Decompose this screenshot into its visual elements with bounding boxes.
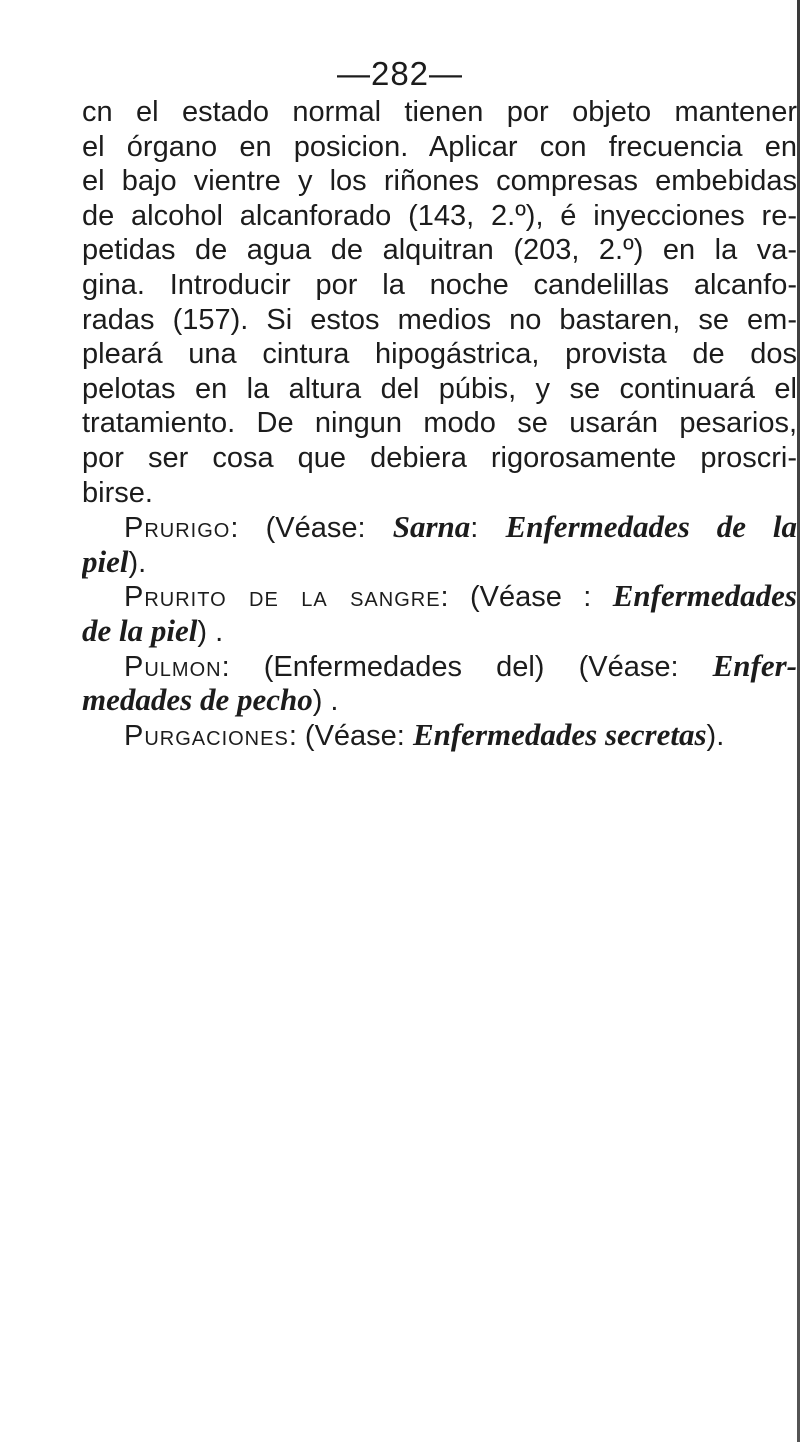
text-line: de alcohol alcanforado (143, 2.º), é inyecciones re- bbox=[82, 199, 797, 232]
cross-reference: Enfer- bbox=[712, 648, 797, 683]
entry-pulmon-continuation: medades de pecho) . bbox=[82, 683, 339, 718]
text-line: pleará una cintura hipogástrica, provista de dos bbox=[82, 338, 797, 371]
cross-reference: Enfermedades de la bbox=[505, 510, 797, 545]
entry-prurito-continuation: de la piel) . bbox=[82, 613, 224, 648]
text-line: gina. Introducir por la noche candelillas alcanfo- bbox=[82, 268, 797, 301]
cross-reference: piel bbox=[82, 544, 129, 579]
text-line: por ser cosa que debiera rigorosamente proscri- bbox=[82, 441, 797, 474]
text-line: tratamiento. De ningun modo se usarán pesarios, bbox=[82, 407, 797, 440]
text-line: birse. bbox=[82, 476, 153, 509]
text-line: petidas de agua de alquitran (203, 2.º) en la va- bbox=[82, 234, 797, 267]
cross-reference: medades de pecho bbox=[82, 683, 313, 718]
text-line: pelotas en la altura del púbis, y se continuará el bbox=[82, 372, 797, 405]
entry-headword: Prurito de la sangre bbox=[124, 581, 441, 614]
entry-headword: Purgaciones bbox=[124, 719, 289, 752]
text-line: el órgano en posicion. Aplicar con frecuencia en bbox=[82, 130, 797, 163]
cross-reference: Enfermedades secretas bbox=[412, 717, 707, 752]
entry-purgaciones: Purgaciones: (Véase: Enfermedades secretas). bbox=[124, 717, 725, 752]
page-body-text bbox=[82, 95, 797, 752]
cross-reference: de la piel bbox=[82, 613, 198, 648]
cross-reference: Sarna bbox=[392, 510, 471, 545]
entry-prurito: Prurito de la sangre: (Véase : Enfermedades bbox=[124, 579, 797, 614]
page-number: —282— bbox=[336, 55, 464, 92]
entry-headword: Pulmon bbox=[124, 650, 222, 683]
entry-pulmon: Pulmon: (Enfermedades del) (Véase: Enfer- bbox=[124, 648, 797, 683]
entry-prurigo-continuation: piel). bbox=[82, 544, 147, 579]
text-line: el bajo vientre y los riñones compresas embebidas bbox=[82, 165, 797, 198]
cross-reference: Enfermedades bbox=[612, 579, 797, 614]
text-line: cn el estado normal tienen por objeto mantener bbox=[82, 96, 797, 128]
entry-prurigo: Prurigo: (Véase: Sarna: Enfermedades de la bbox=[124, 510, 797, 545]
entry-headword: Prurigo bbox=[124, 512, 231, 545]
text-line: radas (157). Si estos medios no bastaren, se em- bbox=[82, 303, 797, 336]
